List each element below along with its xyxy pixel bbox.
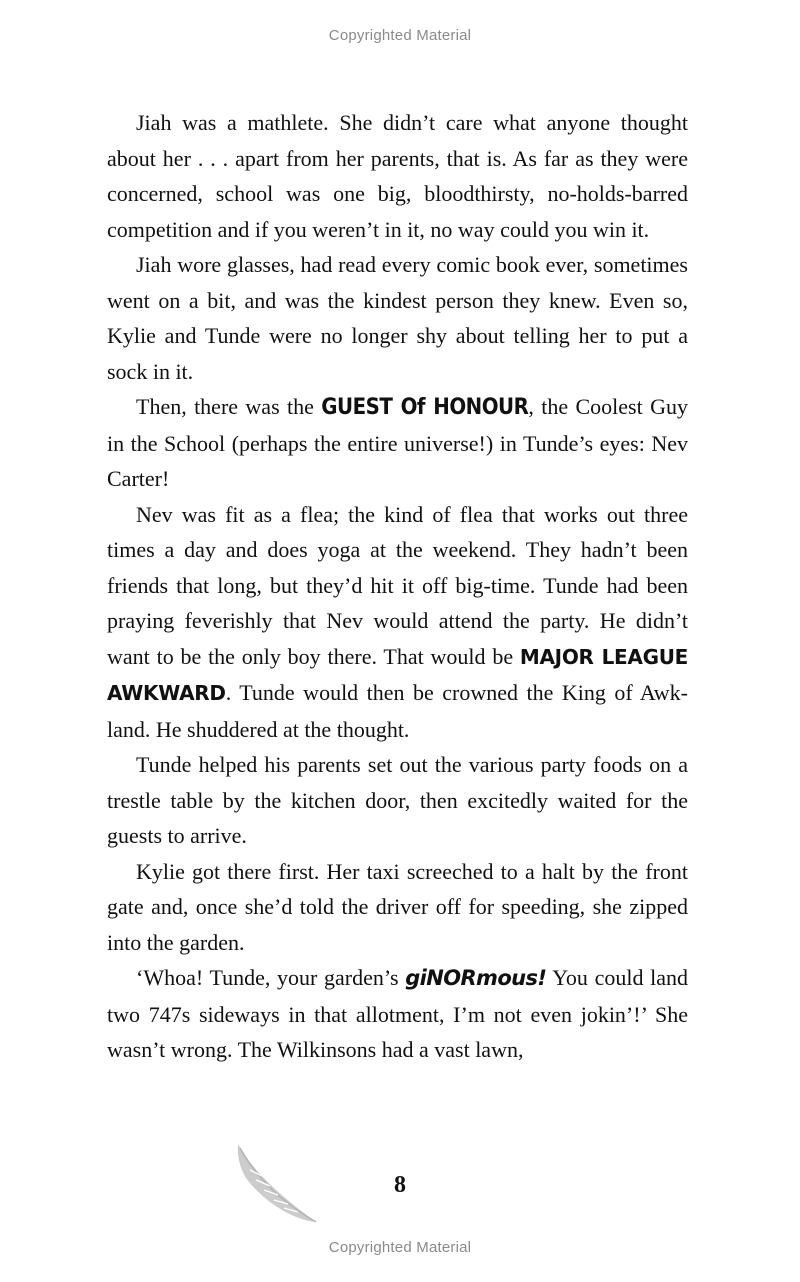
paragraph-7-after: You could land two 747s sideways in that allotment, I’m not even jokin’!’ She wasn’t wrong. The Wilkinsons had a vast lawn, <box>107 965 688 1062</box>
ginormous-display-text: giNORmous! <box>405 966 547 990</box>
paragraph-5: Tunde helped his parents set out the various party foods on a trestle table by the kitchen door, then excitedly waited for the guests to arrive. <box>107 752 688 848</box>
paragraph-1: Jiah was a mathlete. She didn’t care what anyone thought about her . . . apart from her parents, that is. As far as they were concerned, school was one big, bloodthirsty, no-holds-barred competition and if you weren’t in it, no way could you win it. <box>107 110 688 242</box>
page-number: 8 <box>394 1172 406 1198</box>
paragraph-7-before: ‘Whoa! Tunde, your garden’s <box>136 965 406 990</box>
paragraph-6: Kylie got there first. Her taxi screeched to a halt by the front gate and, once she’d told the driver off for speeding, she zipped into the garden. <box>107 858 688 955</box>
paragraph-3 <box>107 389 688 497</box>
copyright-watermark-top: Copyrighted Material <box>328 27 472 44</box>
body-text <box>107 105 688 1068</box>
paragraph-3-after: , the Coolest Guy in the School (perhaps the entire universe!) in Tunde’s eyes: Nev Carter! <box>107 394 688 491</box>
paragraph-4 <box>107 497 688 748</box>
paragraph-3-before: Then, there was the <box>136 394 322 419</box>
copyright-watermark-bottom: Copyrighted Material <box>328 1239 472 1256</box>
paragraph-4-before: Nev was fit as a flea; the kind of flea that works out three times a day and does yoga at the weekend. They hadn’t been friends that long, but they’d hit it off big-time. Tunde had been praying feverishly that Nev would attend the party. He didn’t want to be the only boy there. That would be <box>107 501 688 669</box>
guest-of-honour-display-text: GUEST Of HONOUR <box>321 395 529 420</box>
paragraph-7 <box>107 960 688 1068</box>
major-league-awkward-display-text: MAJOR LEAGUE AWKWARD <box>107 644 689 705</box>
paragraph-4-after: . Tunde would then be crowned the King of Awk-land. He shuddered at the thought. <box>107 680 688 742</box>
paragraph-2: Jiah wore glasses, had read every comic book ever, sometimes went on a bit, and was the kindest person they knew. Even so, Kylie and Tunde were no longer shy about telling her to put a sock in it. <box>107 252 688 384</box>
